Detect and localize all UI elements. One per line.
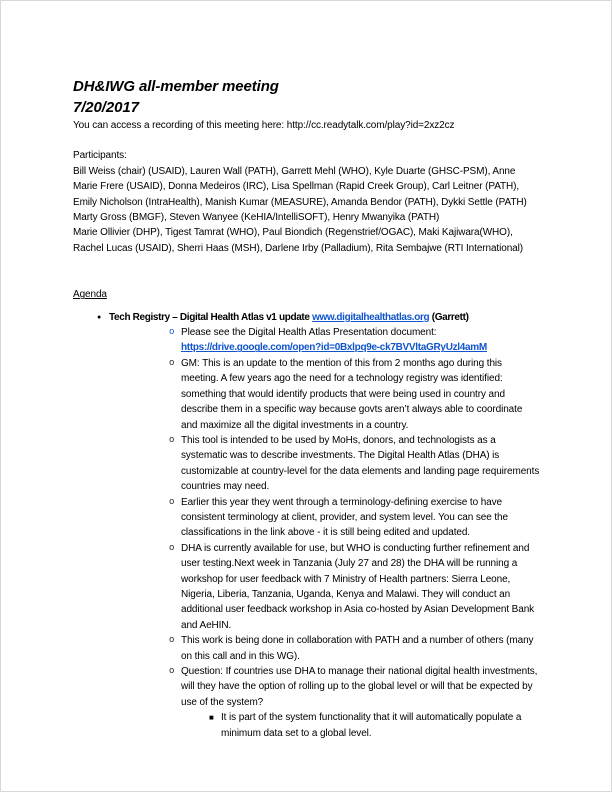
document-content	[73, 76, 541, 741]
agenda-sub-item-availability	[109, 541, 541, 633]
agenda-answer-item	[109, 710, 541, 741]
sub-bullet-icon: o	[169, 327, 175, 338]
sub-item-text: GM: This is an update to the mention of this from 2 months ago during this meeting. A few years ago the need for a technology registry was identified: something that would identify products that were being used in country and describe them in a specific way because govts aren’t always able to coordinate and maximize all the digital investments in a country.	[181, 357, 523, 431]
agenda-item-title-prefix: Tech Registry – Digital Health Atlas v1 update	[109, 311, 313, 323]
answer-text: It is part of the system functionality that it will automatically populate a minimum data set to a global level.	[221, 712, 522, 739]
agenda-list	[73, 310, 541, 741]
sub-bullet-icon: o	[169, 666, 175, 676]
sub-item-text: Please see the Digital Health Atlas Presentation document:	[181, 327, 437, 339]
agenda-sub-item-collaboration	[109, 633, 541, 664]
sub-item-text: DHA is currently available for use, but WHO is conducting further refinement and user testing.Next week in Tanzania (July 27 and 28) the DHA will be running a workshop for user feedback with 7 Ministry of Health partners: Sierra Leone, Nigeria, Liberia, Tanzania, Uganda, Kenya and Malawi. They will conduct an additional user feedback workshop in Asia co-hosted by Asian Development Bank and AeHIN.	[181, 542, 535, 631]
recording-link-line: You can access a recording of this meeting here: http://cc.readytalk.com/play?id=2xz2cz	[73, 120, 455, 131]
participants-section	[73, 148, 541, 256]
agenda-item-heading	[109, 310, 541, 325]
agenda-sub-item-presentation-doc	[109, 325, 541, 356]
doc-title: DH&IWG all-member meeting	[73, 78, 279, 95]
agenda-heading: Agenda	[73, 289, 107, 301]
agenda-sub-item-terminology	[109, 495, 541, 541]
sub-item-text: Question: If countries use DHA to manage their national digital health investments, will they have the option of rolling up to the global level or will that be expected by use of the system?	[181, 666, 538, 708]
agenda-sub-item-question	[109, 664, 541, 710]
doc-date: 7/20/2017	[73, 99, 139, 116]
agenda-sub-item-gm-update	[109, 356, 541, 433]
sub-item-text: This work is being done in collaboration with PATH and a number of others (many on this call and in this WG).	[181, 635, 534, 662]
drive-presentation-link[interactable]: https://drive.google.com/open?id=0Bxlpq9e-ck7BVVltaGRyUzl4amM	[181, 342, 487, 354]
sub-item-text: This tool is intended to be used by MoHs, donors, and technologists as a systematic was to describe investments. The Digital Health Atlas (DHA) is customizable at country-level for the data elements and landing page requirements countries may need.	[181, 434, 540, 493]
square-bullet-icon: ■	[209, 713, 214, 723]
sub-bullet-icon: o	[169, 357, 175, 368]
digitalhealthatlas-link[interactable]: www.digitalhealthatlas.org	[312, 311, 430, 323]
bullet-icon: ●	[97, 313, 102, 321]
agenda-item-tech-registry	[73, 310, 541, 741]
sub-bullet-icon: o	[169, 434, 175, 445]
participants-line: Marty Gross (BMGF), Steven Wanyee (KeHIA/IntelliSOFT), Henry Mwanyika (PATH)	[73, 212, 440, 224]
agenda-item-title-suffix: (Garrett)	[429, 311, 469, 323]
agenda-sub-item-tool-purpose	[109, 433, 541, 495]
participants-line: Rachel Lucas (USAID), Sherri Haas (MSH), Darlene Irby (Palladium), Rita Sembajwe (RTI International)	[73, 242, 523, 254]
sub-item-text: Earlier this year they went through a terminology-defining exercise to have consistent terminology at client, provider, and system level. You can see the classifications in the link above - it is still being edited and updated.	[181, 496, 508, 539]
participants-line: Marie Frere (USAID), Donna Medeiros (IRC), Lisa Spellman (Rapid Creek Group), Carl Leitner (PATH),	[73, 181, 520, 193]
sub-bullet-icon: o	[169, 635, 175, 646]
sub-bullet-icon: o	[169, 496, 175, 507]
participants-line: Bill Weiss (chair) (USAID), Lauren Wall (PATH), Garrett Mehl (WHO), Kyle Duarte (GHSC-PSM), Anne	[73, 165, 516, 177]
participants-line: Marie Ollivier (DHP), Tigest Tamrat (WHO), Paul Biondich (Regenstrief/OGAC), Maki Kajiwara(WHO),	[73, 227, 513, 239]
sub-bullet-icon: o	[169, 542, 175, 553]
participants-line: Emily Nicholson (IntraHealth), Manish Kumar (MEASURE), Amanda Bendor (PATH), Dykki Settle (PATH)	[73, 196, 527, 208]
participants-label: Participants:	[73, 150, 127, 162]
